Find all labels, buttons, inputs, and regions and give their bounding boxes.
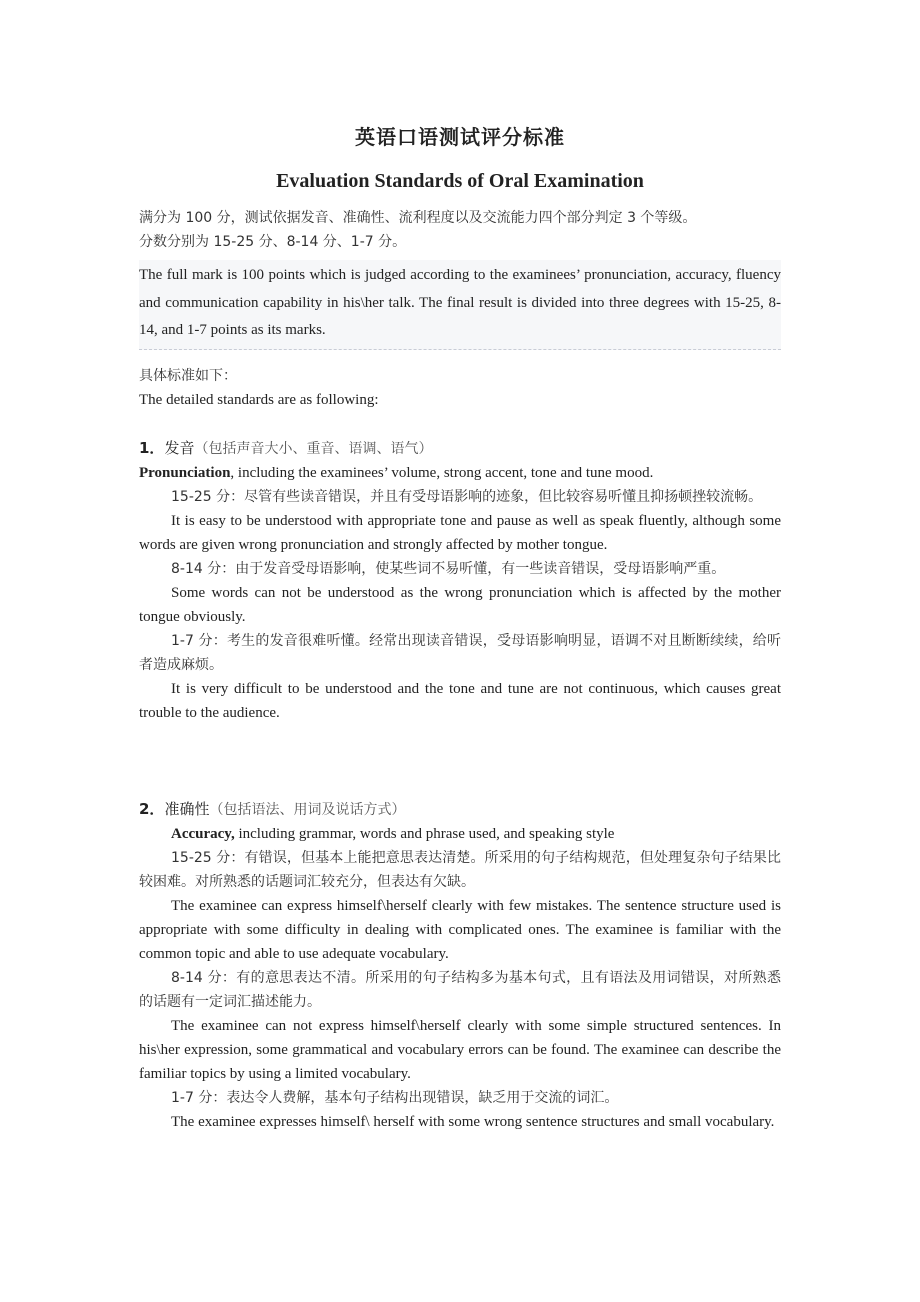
level-cn-text: ：尽管有些读音错误，并且有受母语影响的迹象，但比较容易听懂且抑扬顿挫较流畅。 [230, 489, 763, 505]
title-chinese: 英语口语测试评分标准 [355, 125, 565, 149]
section-pronunciation [139, 436, 781, 725]
level-cn [139, 629, 781, 677]
section-accuracy [139, 797, 781, 1134]
level-score: 8-14 分 [171, 561, 222, 577]
section-heading [139, 436, 781, 461]
level-cn [139, 846, 781, 894]
intro-chinese [139, 206, 781, 254]
level-score: 1-7 分 [171, 633, 213, 649]
level-en: The examinee can not express himself\herself clearly with some simple structured sentences. In his\her expression, some grammatical and vocabulary errors can be found. The examinee can describe the familiar topics by using a limited vocabulary. [139, 1018, 781, 1082]
section-heading [139, 797, 781, 822]
intro-en-text: The full mark is 100 points which is judged according to the examinees’ pronunciation, accuracy, fluency and communication capability in his\her talk. The final result is divided into three degrees with 15-25, 8-14, and 1-7 points as its marks. [139, 267, 781, 338]
section-number: 1． [139, 439, 165, 457]
level-cn [139, 1086, 781, 1110]
detail-intro [139, 364, 781, 412]
intro-cn-line2: 分数分别为 15-25 分、8-14 分、1-7 分。 [139, 234, 407, 250]
level-cn-text: ：由于发音受母语影响，使某些词不易听懂，有一些读音错误，受母语影响严重。 [221, 561, 726, 577]
section-english-heading [139, 461, 781, 485]
level-score: 15-25 分 [171, 850, 231, 866]
section-title: 发音 [164, 439, 195, 457]
section-english-heading [139, 822, 781, 846]
level-score: 15-25 分 [171, 489, 231, 505]
detail-cn: 具体标准如下： [139, 368, 237, 384]
section-english-desc: including grammar, words and phrase used, and speaking style [234, 826, 615, 842]
level-en: The examinee expresses himself\ herself with some wrong sentence structures and small vocabulary. [171, 1114, 775, 1130]
level-en: The examinee can express himself\herself clearly with few mistakes. The sentence structure used is appropriate with some difficulty in dealing with complicated ones. The examinee is familiar with the common topic and able to use adequate vocabulary. [139, 898, 781, 962]
section-english-keyword: Accuracy, [171, 826, 235, 842]
section-title: 准确性 [164, 800, 210, 818]
section-number: 2． [139, 800, 165, 818]
level-score: 1-7 分 [171, 1090, 213, 1106]
intro-cn-line1: 满分为 100 分，测试依据发音、准确性、流利程度以及交流能力四个部分判定 3 个等级。 [139, 210, 697, 226]
level-en: Some words can not be understood as the wrong pronunciation which is affected by the mother tongue obviously. [139, 585, 781, 625]
level-cn [139, 557, 781, 581]
section-subtitle: （包括语法、用词及说话方式） [209, 802, 406, 818]
section-english-keyword: Pronunciation [139, 465, 231, 481]
level-cn-text: ：考生的发音很难听懂。经常出现读音错误，受母语影响明显，语调不对且断断续续，给听者造成麻烦。 [139, 633, 781, 673]
section-english-desc: , including the examinees’ volume, strong accent, tone and tune mood. [230, 465, 654, 481]
level-cn [139, 966, 781, 1014]
title-english: Evaluation Standards of Oral Examination [276, 170, 644, 192]
level-cn-text: ：表达令人费解，基本句子结构出现错误，缺乏用于交流的词汇。 [212, 1090, 619, 1106]
level-en: It is easy to be understood with appropriate tone and pause as well as speak fluently, although some words are given wrong pronunciation and strongly affected by mother tongue. [139, 513, 781, 553]
level-en: It is very difficult to be understood and the tone and tune are not continuous, which causes great trouble to the audience. [139, 681, 781, 721]
level-cn-text: ：有的意思表达不清。所采用的句子结构多为基本句式，且有语法及用词错误，对所熟悉的话题有一定词汇描述能力。 [139, 970, 781, 1010]
section-subtitle: （包括声音大小、重音、语调、语气） [194, 441, 433, 457]
level-score: 8-14 分 [171, 970, 222, 986]
detail-en: The detailed standards are as following: [139, 392, 379, 408]
level-cn [139, 485, 781, 509]
level-cn-text: ：有错误，但基本上能把意思表达清楚。所采用的句子结构规范，但处理复杂句子结果比较困难。对所熟悉的话题词汇较充分，但表达有欠缺。 [139, 850, 781, 890]
intro-english-box [139, 260, 781, 350]
